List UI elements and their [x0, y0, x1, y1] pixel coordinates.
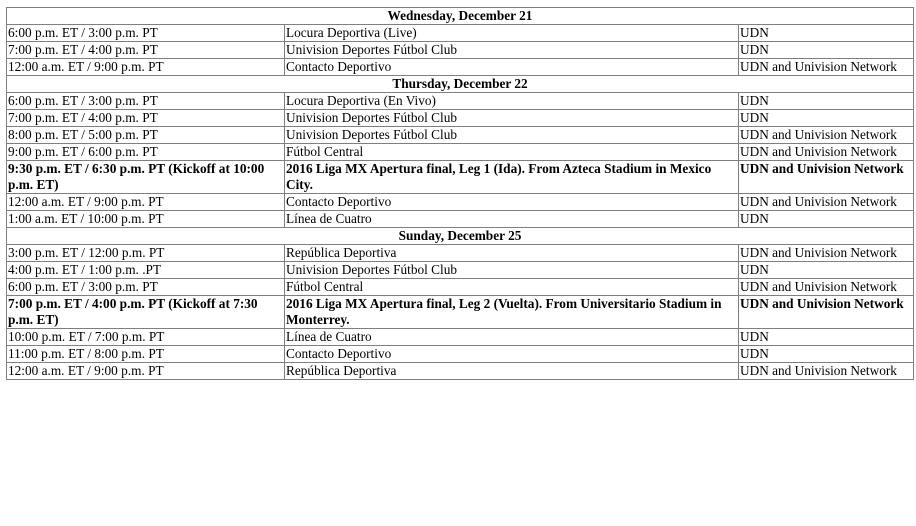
- program-cell: Univision Deportes Fútbol Club: [285, 42, 739, 59]
- network-cell: UDN and Univision Network: [739, 245, 914, 262]
- time-cell: 9:00 p.m. ET / 6:00 p.m. PT: [7, 144, 285, 161]
- network-cell: UDN: [739, 110, 914, 127]
- network-cell: UDN: [739, 262, 914, 279]
- schedule-row: [7, 194, 914, 211]
- network-cell: UDN: [739, 211, 914, 228]
- network-cell: UDN: [739, 346, 914, 363]
- program-cell: Univision Deportes Fútbol Club: [285, 262, 739, 279]
- program-cell: Línea de Cuatro: [285, 211, 739, 228]
- program-cell: Línea de Cuatro: [285, 329, 739, 346]
- day-header-row: [7, 8, 914, 25]
- time-cell: 9:30 p.m. ET / 6:30 p.m. PT (Kickoff at 10:00 p.m. ET): [7, 161, 285, 194]
- schedule-row: [7, 110, 914, 127]
- network-cell: UDN: [739, 42, 914, 59]
- time-cell: 8:00 p.m. ET / 5:00 p.m. PT: [7, 127, 285, 144]
- network-cell: UDN and Univision Network: [739, 363, 914, 380]
- schedule-row: [7, 161, 914, 194]
- network-cell: UDN and Univision Network: [739, 161, 914, 194]
- schedule-row: [7, 296, 914, 329]
- program-cell: Univision Deportes Fútbol Club: [285, 127, 739, 144]
- program-cell: República Deportiva: [285, 245, 739, 262]
- time-cell: 7:00 p.m. ET / 4:00 p.m. PT: [7, 110, 285, 127]
- time-cell: 7:00 p.m. ET / 4:00 p.m. PT (Kickoff at 7:30 p.m. ET): [7, 296, 285, 329]
- time-cell: 1:00 a.m. ET / 10:00 p.m. PT: [7, 211, 285, 228]
- schedule-row: [7, 93, 914, 110]
- time-cell: 10:00 p.m. ET / 7:00 p.m. PT: [7, 329, 285, 346]
- program-cell: Contacto Deportivo: [285, 194, 739, 211]
- program-cell: Fútbol Central: [285, 144, 739, 161]
- schedule-row: [7, 42, 914, 59]
- network-cell: UDN and Univision Network: [739, 144, 914, 161]
- day-header-row: [7, 76, 914, 93]
- schedule-row: [7, 262, 914, 279]
- network-cell: UDN and Univision Network: [739, 194, 914, 211]
- network-cell: UDN and Univision Network: [739, 279, 914, 296]
- time-cell: 6:00 p.m. ET / 3:00 p.m. PT: [7, 93, 285, 110]
- time-cell: 12:00 a.m. ET / 9:00 p.m. PT: [7, 59, 285, 76]
- day-header: Thursday, December 22: [7, 76, 914, 93]
- schedule-row: [7, 59, 914, 76]
- schedule-row: [7, 329, 914, 346]
- program-cell: Fútbol Central: [285, 279, 739, 296]
- schedule-row: [7, 363, 914, 380]
- program-cell: Locura Deportiva (En Vivo): [285, 93, 739, 110]
- network-cell: UDN and Univision Network: [739, 127, 914, 144]
- time-cell: 12:00 a.m. ET / 9:00 p.m. PT: [7, 363, 285, 380]
- schedule-body: [7, 8, 914, 380]
- program-cell: Contacto Deportivo: [285, 346, 739, 363]
- network-cell: UDN and Univision Network: [739, 296, 914, 329]
- schedule-row: [7, 144, 914, 161]
- schedule-row: [7, 346, 914, 363]
- day-header: Wednesday, December 21: [7, 8, 914, 25]
- time-cell: 6:00 p.m. ET / 3:00 p.m. PT: [7, 279, 285, 296]
- schedule-row: [7, 25, 914, 42]
- program-cell: Locura Deportiva (Live): [285, 25, 739, 42]
- schedule-row: [7, 127, 914, 144]
- network-cell: UDN: [739, 25, 914, 42]
- time-cell: 12:00 a.m. ET / 9:00 p.m. PT: [7, 194, 285, 211]
- network-cell: UDN: [739, 329, 914, 346]
- time-cell: 11:00 p.m. ET / 8:00 p.m. PT: [7, 346, 285, 363]
- program-cell: 2016 Liga MX Apertura final, Leg 2 (Vuelta). From Universitario Stadium in Monterrey.: [285, 296, 739, 329]
- time-cell: 6:00 p.m. ET / 3:00 p.m. PT: [7, 25, 285, 42]
- program-cell: Contacto Deportivo: [285, 59, 739, 76]
- day-header-row: [7, 228, 914, 245]
- broadcast-schedule-table: [6, 7, 914, 380]
- schedule-row: [7, 211, 914, 228]
- time-cell: 7:00 p.m. ET / 4:00 p.m. PT: [7, 42, 285, 59]
- program-cell: República Deportiva: [285, 363, 739, 380]
- day-header: Sunday, December 25: [7, 228, 914, 245]
- network-cell: UDN: [739, 93, 914, 110]
- time-cell: 3:00 p.m. ET / 12:00 p.m. PT: [7, 245, 285, 262]
- time-cell: 4:00 p.m. ET / 1:00 p.m. .PT: [7, 262, 285, 279]
- program-cell: 2016 Liga MX Apertura final, Leg 1 (Ida). From Azteca Stadium in Mexico City.: [285, 161, 739, 194]
- schedule-row: [7, 279, 914, 296]
- program-cell: Univision Deportes Fútbol Club: [285, 110, 739, 127]
- network-cell: UDN and Univision Network: [739, 59, 914, 76]
- schedule-row: [7, 245, 914, 262]
